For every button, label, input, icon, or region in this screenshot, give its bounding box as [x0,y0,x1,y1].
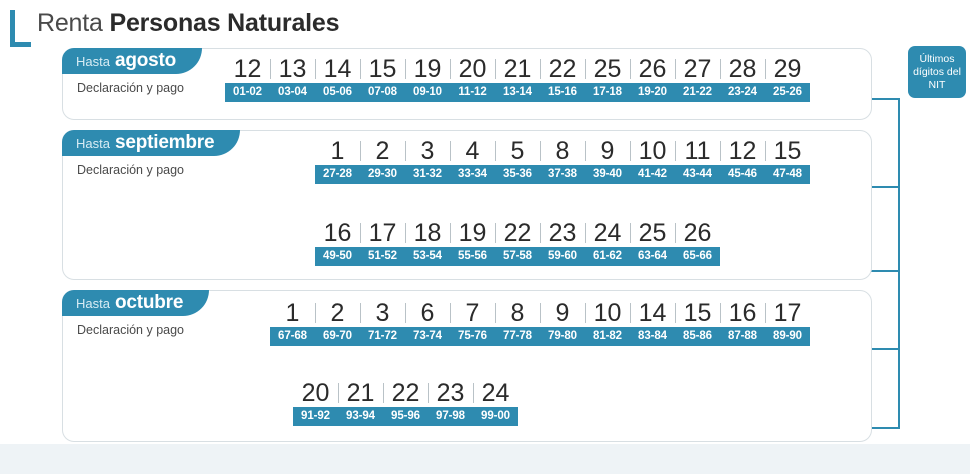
day-col [585,299,630,346]
day-number: 28 [720,55,765,83]
day-number: 13 [270,55,315,83]
day-col [315,219,360,266]
subtitle-octubre: Declaración y pago [77,323,185,337]
day-col [765,137,810,184]
nit-range: 69-70 [315,327,360,346]
day-number: 3 [405,137,450,165]
day-number: 11 [675,137,720,165]
subtitle-agosto: Declaración y pago [77,81,185,95]
day-col [450,55,495,102]
day-number: 15 [675,299,720,327]
day-col [540,299,585,346]
section-card-agosto [62,48,872,120]
day-col [585,55,630,102]
day-col [765,299,810,346]
nit-range: 43-44 [675,165,720,184]
month-tab-prefix-agosto: Hasta [76,53,110,69]
nit-range: 95-96 [383,407,428,426]
nit-range: 63-64 [630,247,675,266]
day-number: 10 [585,299,630,327]
day-number: 10 [630,137,675,165]
day-col [270,55,315,102]
nit-range: 55-56 [450,247,495,266]
day-number: 1 [285,299,300,327]
day-col [540,137,585,184]
nit-range: 97-98 [428,407,473,426]
day-number: 23 [428,379,473,407]
day-number: 4 [450,137,495,165]
nit-range: 91-92 [293,407,338,426]
page-title [37,8,339,38]
day-col [360,299,405,346]
day-col [428,379,473,426]
nit-range: 75-76 [450,327,495,346]
day-col [315,137,360,184]
day-col [720,299,765,346]
nit-range: 21-22 [675,83,720,102]
nit-range: 31-32 [405,165,450,184]
day-col [495,219,540,266]
day-col [675,219,720,266]
day-col [495,137,540,184]
day-number: 19 [450,219,495,247]
day-col [405,55,450,102]
corner-accent-icon [10,10,31,47]
nit-range: 03-04 [270,83,315,102]
nit-range: 57-58 [495,247,540,266]
day-col [270,299,315,346]
nit-range: 45-46 [720,165,765,184]
nit-range: 15-16 [540,83,585,102]
month-tab-prefix-septiembre: Hasta [76,135,110,151]
nit-range: 83-84 [630,327,675,346]
nit-range: 37-38 [540,165,585,184]
day-number: 26 [630,55,675,83]
nit-range: 01-02 [225,83,270,102]
day-col [675,55,720,102]
day-number: 25 [630,219,675,247]
day-col [225,55,270,102]
day-col [585,219,630,266]
legend-label: Últimos dígitos del NIT [913,52,961,91]
day-number: 17 [765,299,810,327]
day-number: 17 [360,219,405,247]
day-col [450,137,495,184]
nit-range: 61-62 [585,247,630,266]
day-col [360,219,405,266]
nit-range: 65-66 [675,247,720,266]
day-number: 22 [540,55,585,83]
day-number: 14 [630,299,675,327]
day-number: 23 [540,219,585,247]
page-title-light: Renta [37,9,110,37]
day-col [450,219,495,266]
nit-range: 05-06 [315,83,360,102]
day-number: 29 [765,55,810,83]
day-row-septiembre-1 [315,137,810,184]
day-number: 2 [360,137,405,165]
nit-range: 29-30 [360,165,405,184]
day-number: 8 [495,299,540,327]
nit-range: 79-80 [540,327,585,346]
day-col [360,55,405,102]
day-number: 22 [495,219,540,247]
month-tab-name-agosto: agosto [114,50,177,71]
day-col [450,299,495,346]
day-col [405,299,450,346]
day-number: 2 [315,299,360,327]
day-col [765,55,810,102]
day-number: 8 [540,137,585,165]
nit-range: 85-86 [675,327,720,346]
day-col [495,55,540,102]
day-col [540,219,585,266]
section-card-octubre [62,290,872,442]
day-col [540,55,585,102]
day-col [405,137,450,184]
nit-range: 53-54 [405,247,450,266]
page-title-bold: Personas Naturales [109,9,340,37]
section-card-septiembre [62,130,872,280]
day-number: 9 [540,299,585,327]
day-col [585,137,630,184]
day-number: 19 [405,55,450,83]
nit-range: 17-18 [585,83,630,102]
day-number: 21 [495,55,540,83]
day-number: 18 [405,219,450,247]
day-row-octubre-2 [293,379,518,426]
day-number: 20 [301,379,330,407]
day-number: 22 [383,379,428,407]
day-number: 3 [360,299,405,327]
month-tab-agosto [62,48,202,74]
day-col [315,299,360,346]
day-row-septiembre-2 [315,219,720,266]
nit-range: 13-14 [495,83,540,102]
day-number: 20 [450,55,495,83]
day-row-octubre-1 [270,299,810,346]
nit-range: 35-36 [495,165,540,184]
nit-range: 77-78 [495,327,540,346]
nit-range: 47-48 [765,165,810,184]
subtitle-septiembre: Declaración y pago [77,163,185,177]
day-col [315,55,360,102]
day-number: 26 [675,219,720,247]
day-col [630,137,675,184]
nit-range: 25-26 [765,83,810,102]
day-number: 21 [338,379,383,407]
nit-range: 51-52 [360,247,405,266]
day-number: 25 [585,55,630,83]
day-col [383,379,428,426]
day-col [338,379,383,426]
day-number: 12 [233,55,262,83]
nit-range: 33-34 [450,165,495,184]
day-number: 5 [495,137,540,165]
nit-range: 19-20 [630,83,675,102]
day-number: 16 [323,219,352,247]
nit-range: 99-00 [473,407,518,426]
month-tab-prefix-octubre: Hasta [76,295,110,311]
day-row-agosto-1 [225,55,810,102]
day-col [495,299,540,346]
nit-range: 59-60 [540,247,585,266]
day-col [630,219,675,266]
month-tab-septiembre [62,130,240,156]
day-number: 1 [330,137,345,165]
day-col [360,137,405,184]
nit-range: 27-28 [315,165,360,184]
day-col [293,379,338,426]
day-number: 16 [720,299,765,327]
bottom-band [0,444,970,474]
day-col [675,299,720,346]
day-number: 7 [450,299,495,327]
day-col [630,299,675,346]
day-col [720,137,765,184]
nit-range: 81-82 [585,327,630,346]
page-header [10,8,339,47]
nit-range: 73-74 [405,327,450,346]
day-number: 12 [720,137,765,165]
day-number: 15 [765,137,810,165]
day-number: 15 [360,55,405,83]
day-col [720,55,765,102]
nit-range: 09-10 [405,83,450,102]
nit-range: 41-42 [630,165,675,184]
day-number: 27 [675,55,720,83]
month-tab-name-septiembre: septiembre [114,132,215,153]
nit-range: 11-12 [450,83,495,102]
day-number: 24 [585,219,630,247]
day-number: 14 [315,55,360,83]
month-tab-octubre [62,290,209,316]
connector-line-vertical-main [898,98,900,428]
day-col [405,219,450,266]
month-tab-name-octubre: octubre [114,292,184,313]
nit-range: 07-08 [360,83,405,102]
nit-range: 23-24 [720,83,765,102]
day-col [473,379,518,426]
nit-range: 93-94 [338,407,383,426]
day-number: 9 [585,137,630,165]
nit-range: 71-72 [360,327,405,346]
nit-range: 49-50 [315,247,360,266]
nit-range: 67-68 [270,327,315,346]
nit-range: 39-40 [585,165,630,184]
nit-range: 89-90 [765,327,810,346]
nit-range: 87-88 [720,327,765,346]
day-col [675,137,720,184]
day-col [630,55,675,102]
day-number: 24 [473,379,518,407]
day-number: 6 [405,299,450,327]
legend-nit-digits [908,46,966,98]
